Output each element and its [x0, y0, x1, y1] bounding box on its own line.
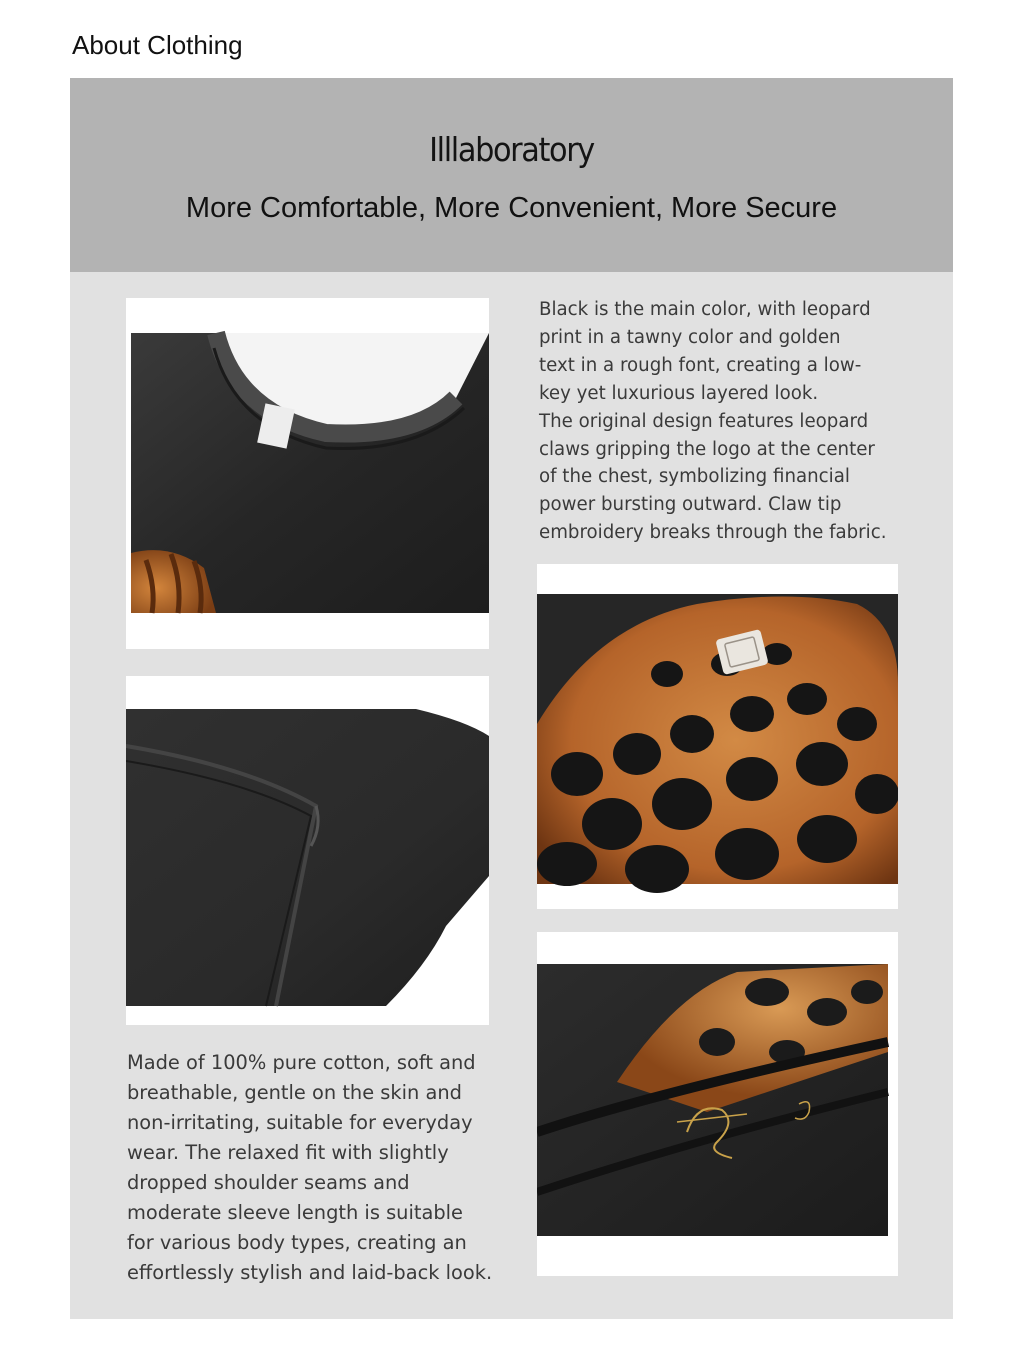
section-title: About Clothing — [72, 30, 243, 60]
product-info-panel — [70, 78, 953, 1319]
lettering-photo — [537, 932, 898, 1276]
collar-photo — [126, 298, 489, 649]
design-description: Black is the main color, with leopard print in a tawny color and golden text in a rough font, creating a low- key yet luxurious layered look. The original design features leopard claws gripping the logo at the center of the chest, symbolizing financial power bursting outward. Claw tip embroidery breaks through the fabric. — [539, 299, 887, 544]
paw-print-photo — [537, 564, 898, 909]
sleeve-photo — [126, 676, 489, 1025]
brand-logo: Illlaboratory — [429, 130, 594, 169]
material-description: Made of 100% pure cotton, soft and breathable, gentle on the skin and non-irritating, suitable for everyday wear. The relaxed fit with slightly dropped shoulder seams and moderate sleeve length is suitable for various body types, creating an effortlessly stylish and laid-back look. — [127, 1051, 493, 1284]
brand-banner — [70, 78, 953, 272]
brand-tagline: More Comfortable, More Convenient, More Secure — [185, 192, 838, 224]
